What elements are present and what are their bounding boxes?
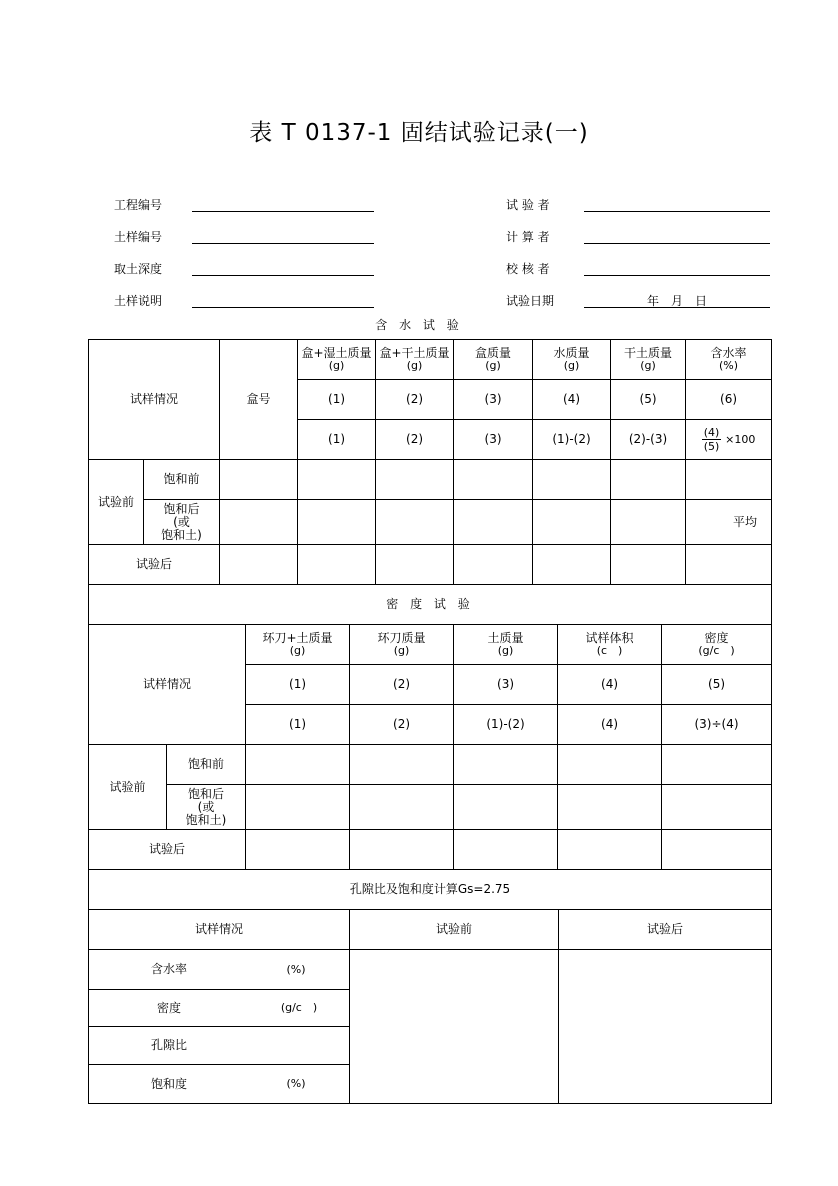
col-code: (2) — [350, 665, 454, 705]
col-header: 试样体积 (c ) — [558, 625, 662, 665]
col-header: 环刀质量 (g) — [350, 625, 454, 665]
col-header: 水质量 (g) — [533, 340, 611, 380]
col-formula: (1)-(2) — [454, 705, 558, 745]
col-formula: (1) — [298, 420, 376, 460]
water-row-head: 试样情况 — [89, 340, 220, 460]
calculator-label: 计 算 者 — [506, 230, 550, 244]
col-header: 含水率 (%) — [686, 340, 772, 380]
data-cell[interactable] — [454, 745, 558, 785]
void-section-title: 孔隙比及饱和度计算Gs=2.75 — [89, 870, 772, 910]
water-content-table — [88, 339, 772, 625]
sat-before-label: 饱和前 — [167, 745, 246, 785]
void-col-before: 试验前 — [350, 910, 559, 950]
tester-field[interactable] — [584, 211, 770, 212]
data-cell[interactable] — [533, 460, 611, 500]
sat-before-label: 饱和前 — [144, 460, 220, 500]
sample-no-label: 土样编号 — [114, 230, 163, 244]
density-section-title: 密 度 试 验 — [89, 585, 772, 625]
project-no-field[interactable] — [192, 211, 374, 212]
sample-desc-field[interactable] — [192, 307, 374, 308]
checker-field[interactable] — [584, 275, 770, 276]
void-col-after: 试验后 — [559, 910, 772, 950]
col-formula: (3) — [454, 420, 533, 460]
data-cell[interactable] — [454, 460, 533, 500]
data-cell[interactable] — [220, 500, 298, 545]
data-cell[interactable] — [454, 500, 533, 545]
col-code: (1) — [298, 380, 376, 420]
sat-after-label: 饱和后 (或 饱和土) — [167, 785, 246, 830]
col-code: (2) — [376, 380, 454, 420]
data-cell[interactable] — [662, 785, 772, 830]
data-cell[interactable] — [350, 830, 454, 870]
data-cell[interactable] — [298, 460, 376, 500]
data-cell[interactable] — [220, 545, 298, 585]
depth-field[interactable] — [192, 275, 374, 276]
average-label: 平均 — [686, 500, 772, 545]
col-header: 干土质量 (g) — [611, 340, 686, 380]
saturation-row-label: 饱和度 (%) — [89, 1065, 350, 1104]
col-formula: (4) — [558, 705, 662, 745]
data-cell[interactable] — [376, 460, 454, 500]
col-code: (4) — [533, 380, 611, 420]
water-section-title: 含 水 试 验 — [375, 318, 463, 332]
water-content-row-label: 含水率 (%) — [89, 950, 350, 990]
col-code: (3) — [454, 665, 558, 705]
col-formula: (2)-(3) — [611, 420, 686, 460]
col-code: (6) — [686, 380, 772, 420]
void-after-cell[interactable] — [559, 950, 772, 1104]
void-ratio-table — [88, 909, 772, 1104]
sat-after-label: 饱和后 (或 饱和土) — [144, 500, 220, 545]
col-formula: (3)÷(4) — [662, 705, 772, 745]
void-before-cell[interactable] — [350, 950, 559, 1104]
data-cell[interactable] — [686, 460, 772, 500]
col-header: 环刀+土质量 (g) — [246, 625, 350, 665]
data-cell[interactable] — [611, 460, 686, 500]
test-date-placeholder: 年 月 日 — [646, 294, 707, 308]
col-code: (1) — [246, 665, 350, 705]
data-cell[interactable] — [350, 785, 454, 830]
data-cell[interactable] — [454, 785, 558, 830]
page-title: 表 T 0137-1 固结试验记录(一) — [249, 120, 589, 146]
data-cell[interactable] — [298, 500, 376, 545]
density-row-label: 密度 (g/c ) — [89, 990, 350, 1027]
data-cell[interactable] — [558, 745, 662, 785]
sample-desc-label: 土样说明 — [114, 294, 163, 308]
col-code: (5) — [662, 665, 772, 705]
void-ratio-row-label: 孔隙比 — [89, 1027, 350, 1065]
data-cell[interactable] — [662, 745, 772, 785]
col-code: (5) — [611, 380, 686, 420]
data-cell[interactable] — [533, 545, 611, 585]
depth-label: 取土深度 — [114, 262, 163, 276]
data-cell[interactable] — [376, 545, 454, 585]
void-row-head: 试样情况 — [89, 910, 350, 950]
project-no-label: 工程编号 — [114, 198, 163, 212]
water-before-label: 试验前 — [89, 460, 144, 545]
data-cell[interactable] — [220, 460, 298, 500]
data-cell[interactable] — [454, 830, 558, 870]
col-header: 盒质量 (g) — [454, 340, 533, 380]
fraction: $\frac{(4)}{(5)}$ — [703, 426, 720, 453]
data-cell[interactable] — [558, 785, 662, 830]
density-after-label: 试验后 — [89, 830, 246, 870]
checker-label: 校 核 者 — [506, 262, 550, 276]
data-cell[interactable] — [686, 545, 772, 585]
data-cell[interactable] — [533, 500, 611, 545]
col-formula: (1)-(2) — [533, 420, 611, 460]
density-row-head: 试样情况 — [89, 625, 246, 745]
col-code: (4) — [558, 665, 662, 705]
data-cell[interactable] — [611, 545, 686, 585]
col-formula: (1) — [246, 705, 350, 745]
data-cell[interactable] — [611, 500, 686, 545]
water-content-formula: $\frac{(4)}{(5)}$ ×100 — [686, 420, 772, 460]
col-formula: (2) — [376, 420, 454, 460]
tester-label: 试 验 者 — [506, 198, 550, 212]
water-after-label: 试验后 — [89, 545, 220, 585]
calculator-field[interactable] — [584, 243, 770, 244]
data-cell[interactable] — [662, 830, 772, 870]
col-header: 密度 (g/c ) — [662, 625, 772, 665]
data-cell[interactable] — [298, 545, 376, 585]
test-date-label: 试验日期 — [506, 294, 555, 308]
box-no-header: 盒号 — [220, 340, 298, 460]
data-cell[interactable] — [246, 745, 350, 785]
col-header: 盒+干土质量 (g) — [376, 340, 454, 380]
data-cell[interactable] — [376, 500, 454, 545]
col-code: (3) — [454, 380, 533, 420]
sample-no-field[interactable] — [192, 243, 374, 244]
density-table — [88, 624, 772, 910]
col-header: 盒+湿土质量 (g) — [298, 340, 376, 380]
data-cell[interactable] — [246, 830, 350, 870]
data-cell[interactable] — [350, 745, 454, 785]
data-cell[interactable] — [558, 830, 662, 870]
density-before-label: 试验前 — [89, 745, 167, 830]
data-cell[interactable] — [246, 785, 350, 830]
data-cell[interactable] — [454, 545, 533, 585]
col-formula: (2) — [350, 705, 454, 745]
col-header: 土质量 (g) — [454, 625, 558, 665]
